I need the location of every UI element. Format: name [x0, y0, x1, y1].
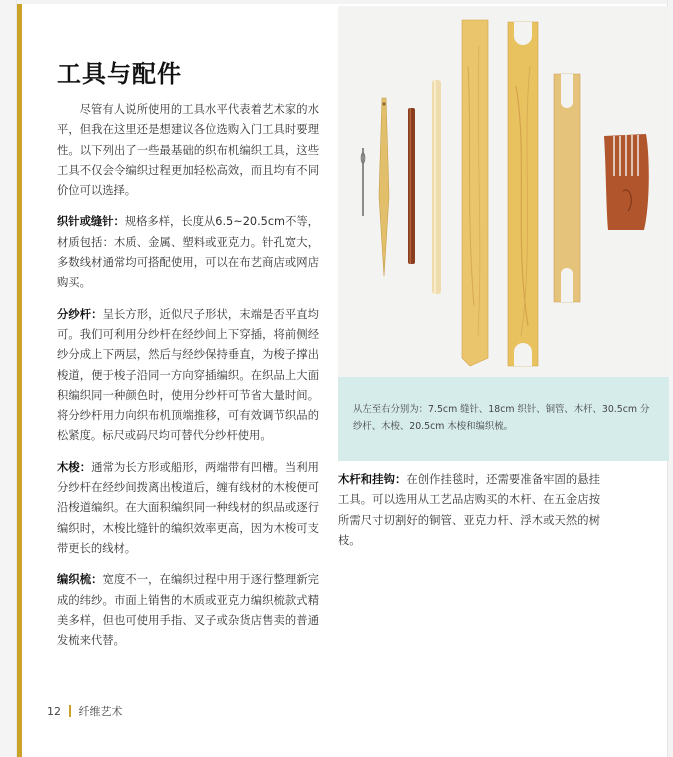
shuttle-icon: [508, 22, 538, 366]
left-column: [57, 100, 319, 662]
window-top-edge: [0, 0, 673, 4]
section-shed-stick: [57, 305, 319, 447]
section-term: 木梭：: [57, 460, 92, 474]
section-term: 织针或缝针：: [57, 215, 125, 229]
section-text: 呈长方形，近似尺子形状，末端是否平直均可。我们可利用分纱杆在经纱间上下穿插，将前侧经纱分成上下两层，然后与经纱保持垂直，为梭子撑出梭道，便于梭子沿同一方向穿插编织。在织品上大面积编织同一种颜色时，使用分纱杆可节省大量时间。将分纱杆用力向织布机顶端推移，可有效调节织品的松紧度。标尺或码尺均可替代分纱杆使用。: [57, 307, 319, 443]
section-comb: [57, 570, 319, 651]
section-term: 编织梳：: [57, 573, 103, 587]
photo-caption: 从左至右分别为：7.5cm 缝针、18cm 织针、铜管、木杆、30.5cm 分纱杆、木梭、20.5cm 木梭和编织梳。: [353, 404, 650, 432]
stick-shuttle-icon: [554, 74, 580, 302]
right-column: [338, 470, 600, 551]
shed-stick-icon: [462, 20, 488, 366]
section-text: 通常为长方形或船形，两端带有凹槽。当利用分纱杆在经纱间拨离出梭道后，缠有线材的木梭便可沿梭道编织。在大面积编织同一种线材的织品或逐行编织时，木梭比缝针的编织效率更高，因为木梭可支带更长的线材。: [57, 460, 319, 555]
page-accent-bar: [17, 4, 22, 757]
section-needle: [57, 212, 319, 293]
intro-paragraph: 尽管有人说所使用的工具水平代表着艺术家的水平，但我在这里还是想建议各位选购入门工具时要理性。以下列出了一些最基础的织布机编织工具，这些工具不仅会令编织过程更加轻松高效，而且均有不同价位可以选择。: [57, 103, 319, 198]
book-title: 纤维艺术: [78, 705, 123, 718]
page-number: 12: [47, 704, 61, 718]
footer-separator: [69, 705, 71, 717]
section-term: 分纱杆：: [57, 307, 103, 321]
tools-photo: [338, 6, 669, 377]
tools-photo-svg: [338, 6, 669, 377]
page-footer: [47, 703, 123, 719]
caption-band: [338, 377, 669, 461]
section-rods-hooks: [338, 470, 600, 551]
copper-tube-icon: [408, 108, 415, 264]
section-text: 规格多样，长度从6.5~20.5cm不等，材质包括：木质、金属、塑料或亚克力。针孔宽大，多数线材通常均可搭配使用，可以在布艺商店或网店购买。: [57, 215, 319, 290]
page-title: 工具与配件: [57, 60, 182, 88]
section-text: 宽度不一，在编织过程中用于逐行整理新完成的纬纱。市面上销售的木质或亚克力编织梳款式精美多样，但也可使用手指、叉子或杂货店售卖的普通发梳来代替。: [57, 573, 319, 648]
weaving-comb-icon: [604, 134, 649, 230]
window-left-edge: [0, 0, 17, 757]
section-text: 在创作挂毯时，还需要准备牢固的悬挂工具。可以选用从工艺品店购买的木杆、在五金店按所需尺寸切割好的铜管、亚克力杆、浮木或天然的树枝。: [338, 473, 600, 547]
dowel-icon: [432, 80, 441, 294]
section-term: 木杆和挂钩：: [338, 473, 407, 486]
section-shuttle: [57, 458, 319, 559]
